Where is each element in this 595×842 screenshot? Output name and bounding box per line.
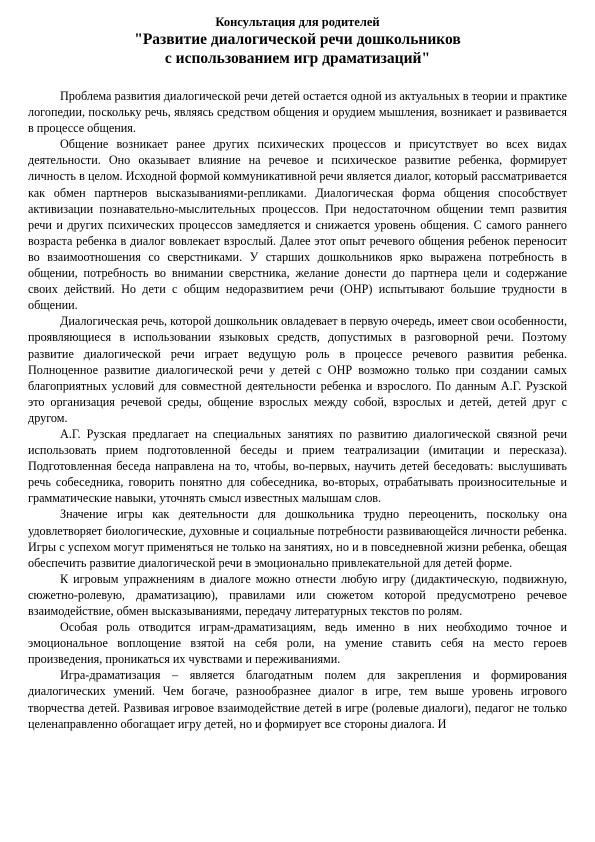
paragraph: Проблема развития диалогической речи детей остается одной из актуальных в теории и практике логопедии, поскольку речь, являясь средством общения и орудием мышления, возникает и развивается в процессе общения.: [28, 89, 567, 136]
header-label: Консультация для родителей: [215, 15, 380, 29]
title-line-1: "Развитие диалогической речи дошкольников: [134, 31, 461, 48]
paragraph: Игра-драматизация – является благодатным полем для закрепления и формирования диалогических умений. Чем богаче, разнообразнее диалог в игре, тем выше уровень игрового творчества детей. Развивая игровое взаимодействие детей в игре (ролевые диалоги), педагог не только целенаправленно обогащает игру детей, но и формирует все стороны диалога. И: [28, 668, 567, 731]
document-page: [28, 14, 567, 732]
paragraph: Диалогическая речь, которой дошкольник овладевает в первую очередь, имеет свои особенности, проявляющиеся в использовании языковых средств, допустимых в разговорной речи. Поэтому развитие диалогической речи играет ведущую роль в процессе речевого развития ребенка. Полноценное развитие диалогической речи у детей с ОНР возможно только при создании самых благоприятных условий для совместной деятельности ребенка и взрослого. По данным А.Г. Рузской это организация речевой среды, общение взрослых между собой, взрослых и детей, детей друг с другом.: [28, 314, 567, 425]
paragraph: А.Г. Рузская предлагает на специальных занятиях по развитию диалогической связной речи использовать прием подготовленной беседы и прием театрализации (имитации и пересказа). Подготовленная беседа направлена на то, чтобы, во-первых, научить детей беседовать: выслушивать речь собеседника, говорить понятно для собеседника, во-вторых, отрабатывать произносительные и грамматические навыки, уточнять смысл известных малышам слов.: [28, 426, 567, 506]
paragraph: Особая роль отводится играм-драматизациям, ведь именно в них необходимо точное и эмоциональное воплощение взятой на себя роли, на умение ставить себя на место героев произведения, проникаться их чувствами и переживаниями.: [28, 620, 567, 667]
title-line-2: с использованием игр драматизаций": [164, 50, 431, 67]
document-title: [28, 30, 567, 68]
paragraph: Значение игры как деятельности для дошкольника трудно переоценить, поскольку она удовлетворяет биологические, духовные и социальные потребности развивающейся личности ребенка. Игры с успехом могут применяться не только на занятиях, но и в повседневной жизни ребенка, обещая обеспечить развитие диалогической речи в эмоционально привлекательной для детей форме.: [28, 507, 567, 570]
paragraph: Общение возникает ранее других психических процессов и присутствует во всех видах деятельности. Оно оказывает влияние на речевое и психическое развитие ребенка, формирует личность в целом. Исходной формой коммуникативной речи является диалог, который рассматривается как обмен партнеров высказываниями-репликами. Диалогическая форма общения способствует активизации познавательно-мыслительных процессов. При недостаточном общении темп развития речи и других психических процессов замедляется и снижается уровень общения. С самого раннего возраста ребенка в диалог вовлекает взрослый. Далее этот опыт речевого общения ребенок переносит во взаимоотношения со сверстниками. У старших дошкольников ярко выражена потребность в общении, потребность во внимании сверстника, желание донести до партнера цели и содержание своих действий. Но дети с общим недоразвитием речи (ОНР) испытывают большие трудности в общении.: [28, 137, 567, 313]
body-text: [28, 88, 567, 732]
paragraph: К игровым упражнениям в диалоге можно отнести любую игру (дидактическую, подвижную, сюжетно-ролевую, драматизацию), правилами или сюжетом которой предусмотрено речевое взаимодействие, обмен высказываниями, передачу литературных текстов по ролям.: [28, 571, 567, 618]
